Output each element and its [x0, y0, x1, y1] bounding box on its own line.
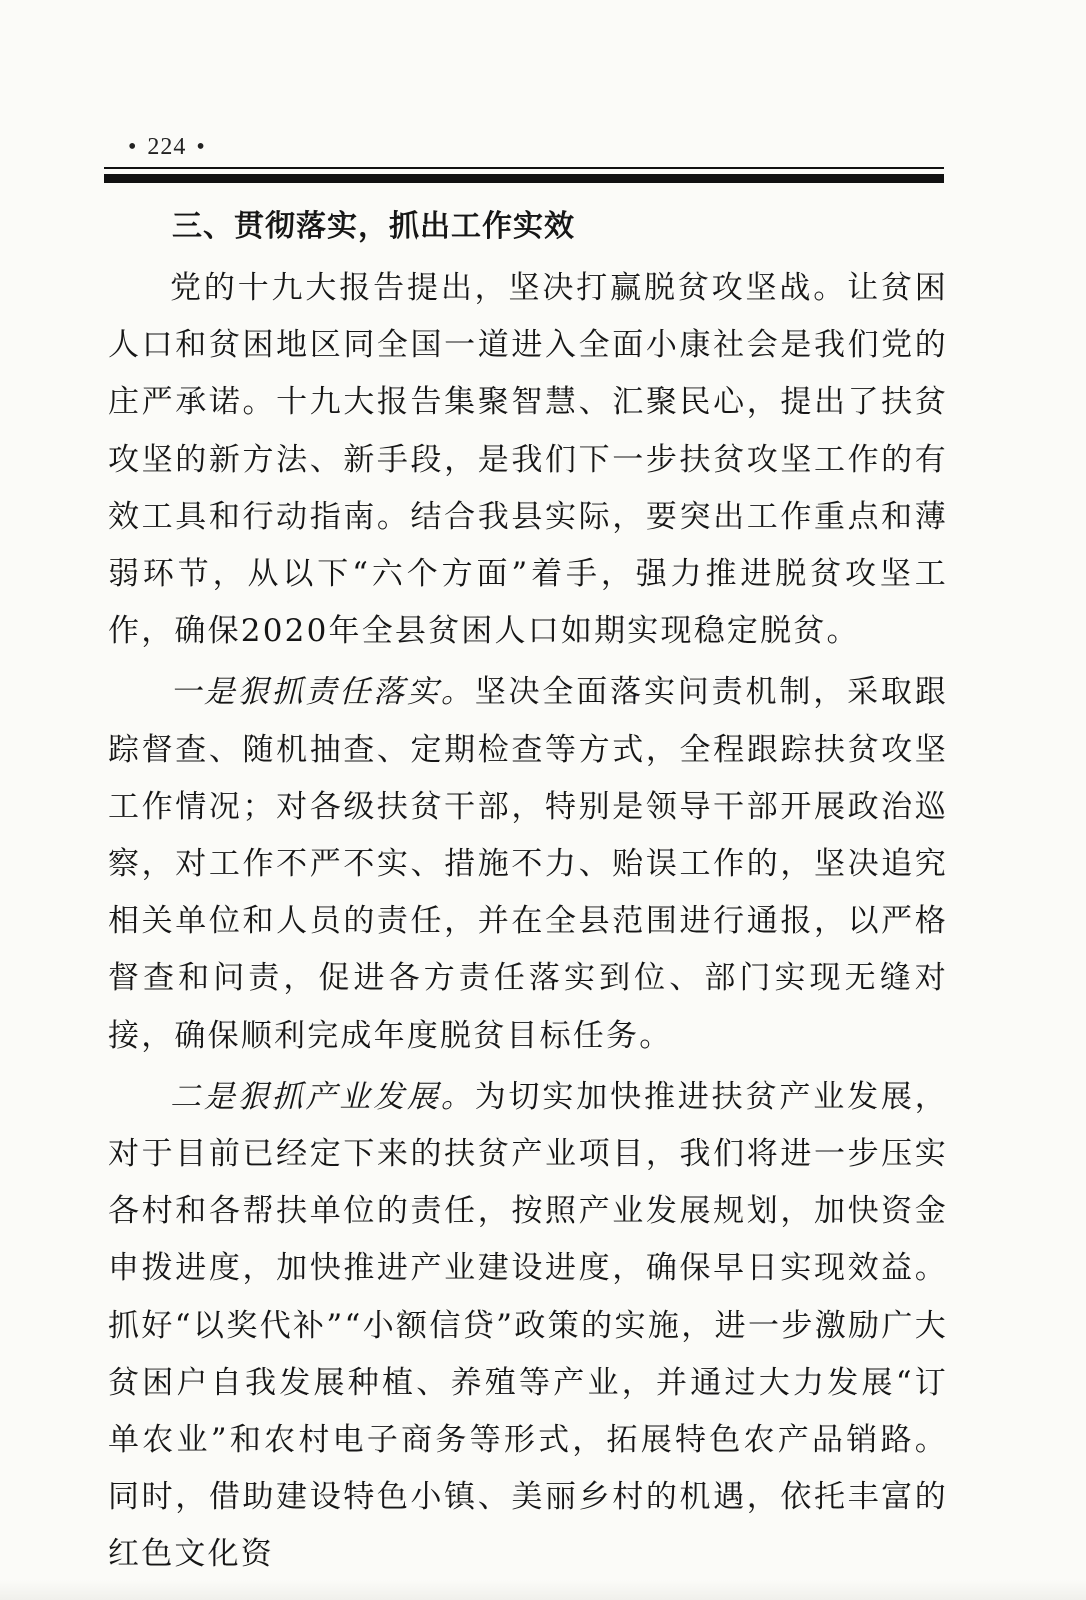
header-rule-thin [104, 167, 944, 169]
page-number-dot-right: • [196, 134, 206, 160]
page-number-dot-left: • [128, 134, 138, 160]
paragraph-1-text: 党的十九大报告提出，坚决打赢脱贫攻坚战。让贫困人口和贫困地区同全国一道进入全面小康社会是我们党的庄严承诺。十九大报告集聚智慧、汇聚民心，提出了扶贫攻坚的新方法、新手段，是我们下一步扶贫攻坚工作的有效工具和行动指南。结合我县实际，要突出工作重点和薄弱环节，从以下“六个方面”着手，强力推进脱贫攻坚工作，确保2020年全县贫困人口如期实现稳定脱贫。 [108, 270, 948, 650]
paragraph-3-text: 为切实加快推进扶贫产业发展，对于目前已经定下来的扶贫产业项目，我们将进一步压实各村和各帮扶单位的责任，按照产业发展规划，加快资金申拨进度，加快推进产业建设进度，确保早日实现效益。抓好“以奖代补”“小额信贷”政策的实施，进一步激励广大贫困户自我发展种植、养殖等产业，并通过大力发展“订单农业”和农村电子商务等形式，拓展特色农产品销路。同时，借助建设特色小镇、美丽乡村的机遇，依托丰富的红色文化资 [108, 1078, 948, 1573]
paragraph-2-text: 坚决全面落实问责机制，采取跟踪督查、随机抽查、定期检查等方式，全程跟踪扶贫攻坚工作情况；对各级扶贫干部，特别是领导干部开展政治巡察，对工作不严不实、措施不力、贻误工作的，坚决追究相关单位和人员的责任，并在全县范围进行通报，以严格督查和问责，促进各方责任落实到位、部门实现无缝对接，确保顺利完成年度脱贫目标任务。 [108, 674, 948, 1054]
paragraph-3-lead: 二是狠抓产业发展。 [170, 1078, 475, 1115]
section-heading: 三、贯彻落实，抓出工作实效 [172, 209, 575, 244]
paragraph-2 [108, 664, 948, 1064]
page-header [118, 134, 216, 161]
paragraph-3 [108, 1069, 948, 1584]
page-body [108, 202, 948, 1588]
paragraph-1 [108, 260, 948, 660]
page-bottom-edge [0, 1580, 1086, 1600]
page-number: 224 [147, 134, 187, 160]
paragraph-2-lead: 一是狠抓责任落实。 [170, 674, 475, 711]
header-rule-thick [104, 174, 944, 183]
